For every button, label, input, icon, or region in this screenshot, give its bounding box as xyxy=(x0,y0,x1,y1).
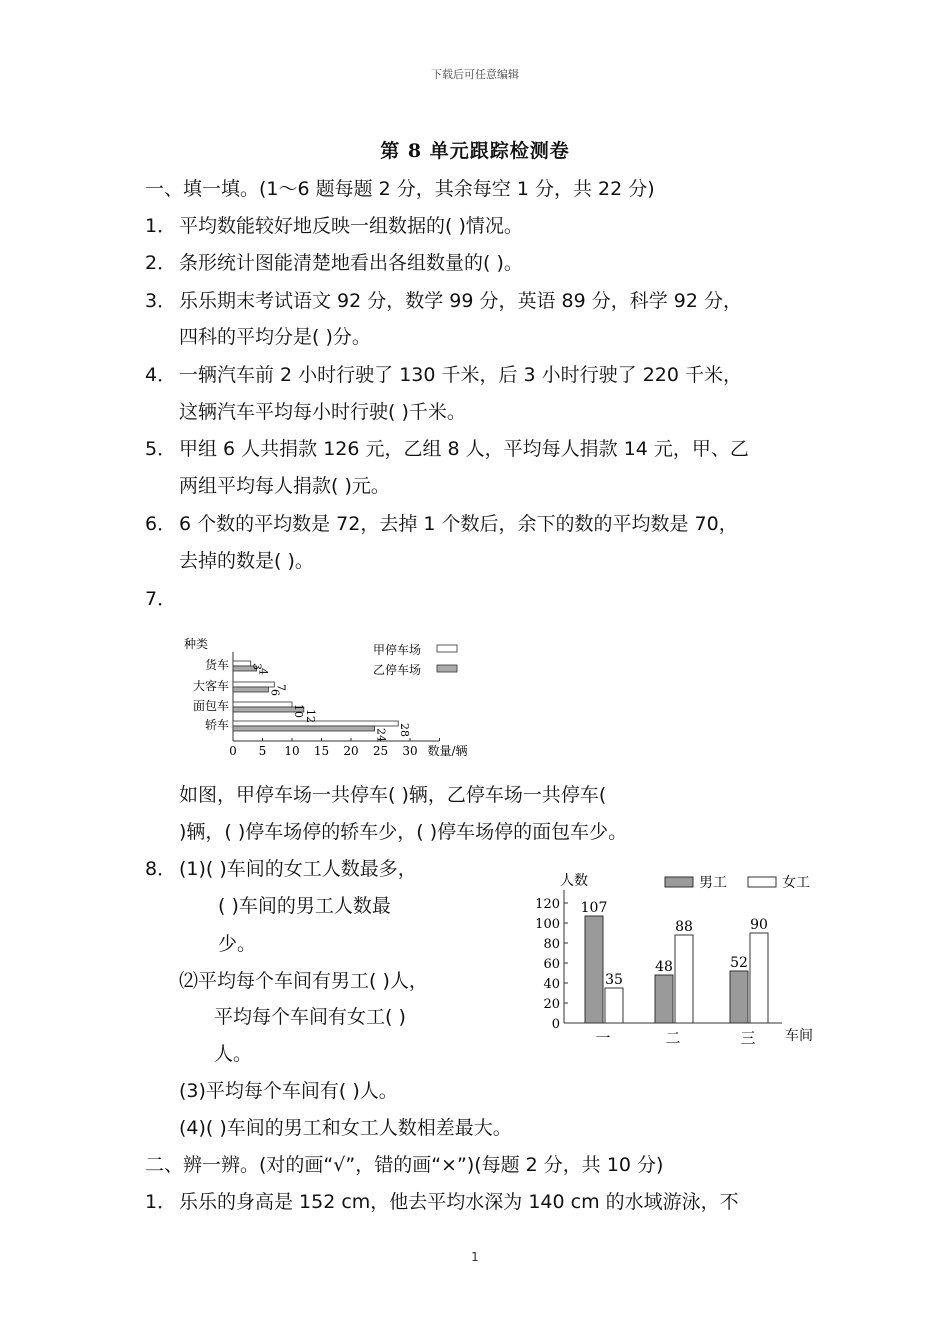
question-2 xyxy=(145,248,523,275)
legend-swatch xyxy=(437,665,457,672)
legend-label: 女工 xyxy=(782,875,810,891)
x-axis-title: 车间 xyxy=(785,1028,813,1044)
section2-question-1 xyxy=(145,1187,739,1214)
header-note: 下载后可任意编辑 xyxy=(431,68,519,81)
bar-yi xyxy=(233,687,268,692)
question-8-part4: (4)( )车间的男工和女工人数相差最大。 xyxy=(179,1117,512,1139)
question-text: 条形统计图能清楚地看出各组数量的( )。 xyxy=(179,252,523,274)
value-label: 12 xyxy=(303,709,317,723)
workshop-chart-labels xyxy=(535,872,813,1047)
parking-chart-labels xyxy=(184,636,468,758)
question-text: 甲组 6 人共捐款 126 元，乙组 8 人，平均每人捐款 14 元，甲、乙 xyxy=(179,438,749,460)
bar-female xyxy=(675,935,693,1023)
question-8-part1-line2: ( )车间的男工人数最 xyxy=(218,895,391,917)
value-label: 6 xyxy=(268,689,282,696)
y-tick-label: 80 xyxy=(543,937,560,952)
workshop-chart xyxy=(520,860,845,1048)
question-text: 乐乐的身高是 152 cm，他去平均水深为 140 cm 的水域游泳，不 xyxy=(179,1191,739,1213)
y-tick-label: 40 xyxy=(543,977,560,992)
category-label: 一 xyxy=(595,1029,611,1047)
x-tick-label: 10 xyxy=(284,744,300,758)
category-label: 货车 xyxy=(204,658,229,672)
x-tick-label: 15 xyxy=(313,744,330,758)
value-label: 28 xyxy=(398,723,412,737)
bar-jia xyxy=(233,702,292,707)
question-text: (1)( )车间的女工人数最多， xyxy=(179,858,417,880)
y-tick-label: 0 xyxy=(551,1017,560,1032)
value-label: 4 xyxy=(256,668,270,675)
value-label: 7 xyxy=(274,684,288,691)
bar-male xyxy=(585,916,603,1023)
y-axis-title: 种类 xyxy=(184,637,209,651)
legend-swatch xyxy=(437,645,457,652)
y-tick-label: 120 xyxy=(535,897,560,912)
x-tick-label: 25 xyxy=(372,744,389,758)
question-1 xyxy=(145,211,523,238)
question-text: 平均数能较好地反映一组数据的( )情况。 xyxy=(179,215,523,237)
bar-female xyxy=(605,988,623,1023)
question-text: 乐乐期末考试语文 92 分，数学 99 分，英语 89 分，科学 92 分， xyxy=(179,290,743,312)
x-tick-label: 5 xyxy=(258,744,267,758)
section2-heading: 二、辨一辨。(对的画“√”，错的画“×”)(每题 2 分，共 10 分) xyxy=(145,1154,664,1176)
x-tick-label: 0 xyxy=(229,744,237,758)
category-label: 二 xyxy=(665,1029,681,1047)
bar-jia xyxy=(233,661,251,666)
parking-chart xyxy=(180,628,480,762)
legend-swatch xyxy=(748,877,776,887)
question-8 xyxy=(145,854,417,881)
question-8-part1-line3: 少。 xyxy=(218,933,257,955)
value-label: 35 xyxy=(605,972,623,988)
legend-label: 甲停车场 xyxy=(373,643,422,657)
legend-label: 男工 xyxy=(699,875,727,891)
y-axis-title: 人数 xyxy=(560,873,588,889)
question-number: 6． xyxy=(145,513,177,535)
value-label: 88 xyxy=(675,919,693,935)
question-6 xyxy=(145,509,738,536)
y-tick-label: 100 xyxy=(535,917,560,932)
question-3-continued: 四科的平均分是( )分。 xyxy=(179,326,371,348)
value-label: 3 xyxy=(250,663,264,670)
question-4-continued: 这辆汽车平均每小时行驶( )千米。 xyxy=(179,401,466,423)
bar-female xyxy=(750,933,768,1023)
question-7-line1: 如图，甲停车场一共停车( )辆，乙停车场一共停车( xyxy=(179,784,607,806)
question-3 xyxy=(145,286,742,313)
page-title: 第 8 单元跟踪检测卷 xyxy=(380,140,570,162)
question-8-part2-line2: 平均每个车间有女工( ) xyxy=(214,1006,406,1028)
bar-male xyxy=(655,975,673,1023)
x-axis-title: 数量/辆 xyxy=(427,744,468,758)
x-tick-label: 20 xyxy=(343,744,359,758)
y-tick-label: 20 xyxy=(543,997,560,1012)
question-5 xyxy=(145,434,749,461)
question-7-line2: )辆，( )停车场停的轿车少，( )停车场停的面包车少。 xyxy=(179,821,628,843)
value-label: 24 xyxy=(374,728,388,742)
question-text: 6 个数的平均数是 72，去掉 1 个数后，余下的数的平均数是 70， xyxy=(179,513,738,535)
question-7-number: 7． xyxy=(145,588,177,610)
y-tick-label: 60 xyxy=(543,957,560,972)
question-6-continued: 去掉的数是( )。 xyxy=(179,550,314,572)
question-4 xyxy=(145,360,742,387)
question-number: 2． xyxy=(145,252,177,274)
question-5-continued: 两组平均每人捐款( )元。 xyxy=(179,475,390,497)
question-text: 一辆汽车前 2 小时行驶了 130 千米，后 3 小时行驶了 220 千米， xyxy=(179,364,743,386)
category-label: 三 xyxy=(740,1029,756,1047)
legend-label: 乙停车场 xyxy=(373,663,422,677)
category-label: 面包车 xyxy=(192,699,229,713)
value-label: 52 xyxy=(730,955,748,971)
question-8-part3: (3)平均每个车间有( )人。 xyxy=(179,1080,398,1102)
question-number: 3． xyxy=(145,290,177,312)
value-label: 10 xyxy=(292,704,305,718)
bar-yi xyxy=(233,726,375,731)
value-label: 48 xyxy=(655,959,673,975)
category-label: 大客车 xyxy=(192,679,229,693)
category-label: 轿车 xyxy=(204,718,229,732)
legend-swatch xyxy=(665,877,693,887)
x-tick-label: 30 xyxy=(402,744,418,758)
parking-chart-bars xyxy=(233,645,457,731)
question-number: 4． xyxy=(145,364,177,386)
question-number: 1． xyxy=(145,215,177,237)
question-8-part2-line3: 人。 xyxy=(214,1043,253,1065)
page-number: 1 xyxy=(471,1250,479,1264)
section1-heading: 一、填一填。(1～6 题每题 2 分，其余每空 1 分，共 22 分) xyxy=(145,178,655,200)
value-label: 107 xyxy=(580,900,608,916)
bar-male xyxy=(730,971,748,1023)
bar-jia xyxy=(233,682,274,687)
question-number: 8． xyxy=(145,858,177,880)
question-number: 5． xyxy=(145,438,177,460)
workshop-chart-bars xyxy=(585,877,776,1023)
question-8-part2-line1: ⑵平均每个车间有男工( )人， xyxy=(179,970,428,992)
question-number: 1． xyxy=(145,1191,177,1213)
value-label: 90 xyxy=(750,917,768,933)
